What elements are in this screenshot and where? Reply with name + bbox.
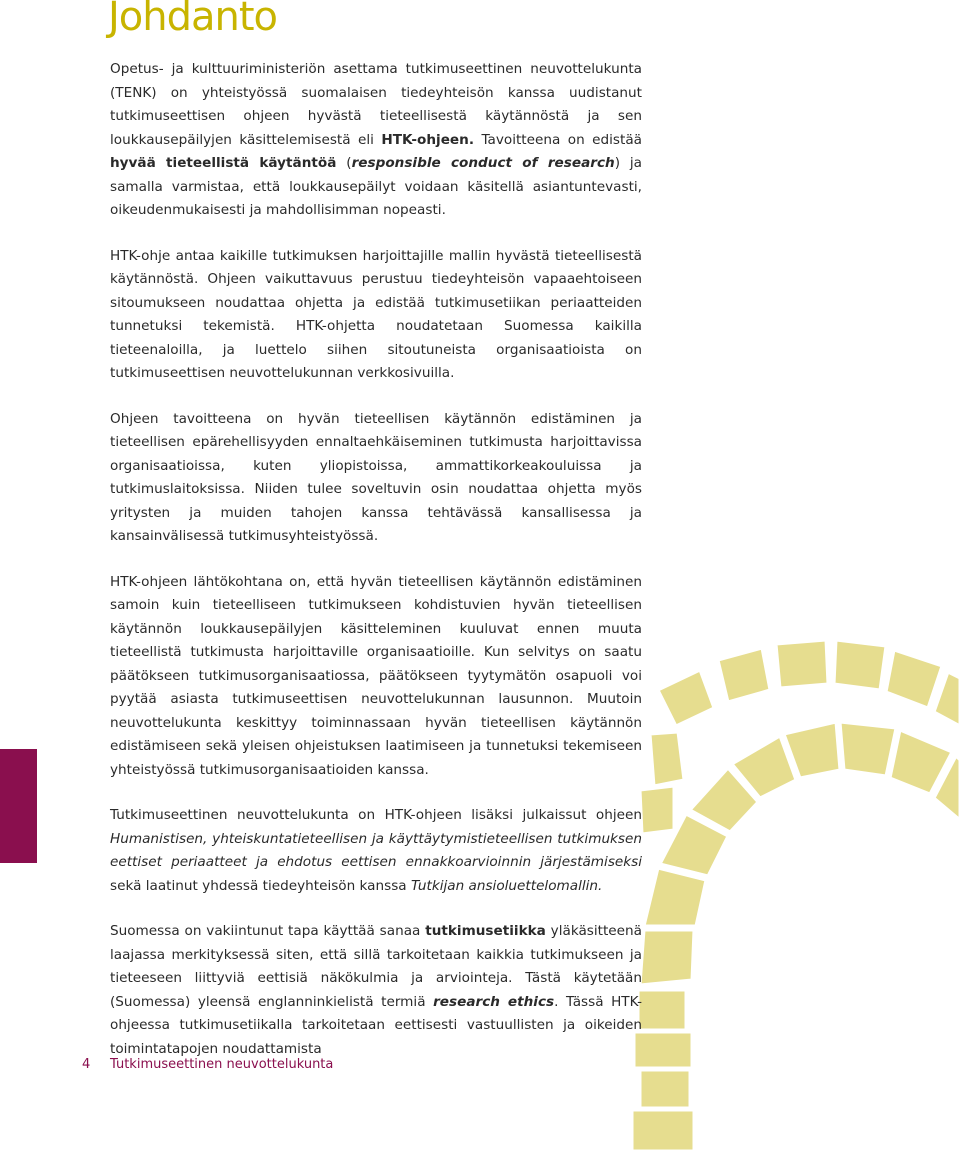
text-run: hyvää tieteellistä käytäntöä [110,155,337,171]
text-run: responsible conduct of research [351,155,615,171]
text-run: HTK-ohje antaa kaikille tutkimuksen harjoittajille mallin hyvästä tieteellisestä käytännöstä. Ohjeen vaikuttavuus perustuu tiedeyhteisön vapaaehtoiseen sitoumukseen noudattaa ohjetta ja edistää tutkimusetiikan periaatteiden tunnetuksi tekemistä. HTK-ohjetta noudatetaan Suomessa kaikilla tieteenaloilla, ja luettelo siihen sitoutuneista organisaatioista on tutkimuseettisen neuvottelukunnan verkkosivuilla. [110,247,642,381]
paragraph [110,920,642,1061]
text-run: Humanistisen, yhteiskuntatieteellisen ja käyttäytymistieteellisen tutkimuksen eettiset periaatteet ja ehdotus eettisen ennakkoarvioinnin järjestämiseksi [110,830,642,870]
page-footer [0,1057,600,1077]
body-text [110,58,642,1061]
text-run: yläkäsitteenä laajassa merkityksessä siten, että sillä tarkoitetaan kaikkia tutkimukseen ja tieteeseen liittyviä eettisiä näkökulmia ja arviointeja. Tästä käytetään (Suomessa) yleensä englanninkielistä termiä [110,923,642,1010]
page-title: Johdanto [108,0,278,40]
text-run: Tutkijan ansioluettelomallin. [410,877,603,894]
footer-title: Tutkimuseettinen neuvottelukunta [110,1057,334,1072]
paragraph [110,58,642,223]
paragraph [110,245,642,386]
text-run: Tavoitteena on edistää [474,131,642,148]
text-run: HTK-ohjeen. [381,131,474,148]
text-run: HTK-ohjeen lähtökohtana on, että hyvän tieteellisen käytännön edistäminen samoin kuin tieteelliseen tutkimukseen kohdistuvien hyvän tieteellisen käytännön loukkausepäilyjen käsitteleminen kuuluvat ennen muuta tieteellistä tutkimusta harjoittaville organisaatioille. Kun selvitys on saatu päätökseen tutkimusorganisaatiossa, päätökseen tyytymätön osapuoli voi pyytää asiasta tutkimuseettisen neuvottelukunnan lausunnon. Muutoin neuvottelukunta keskittyy toiminnassaan hyvän tieteellisen käytännön edistämiseen sekä yleisen ohjeistuksen laatimiseen ja tunnetuksi tekemiseen yhteistyössä tutkimusorganisaatioiden kanssa. [110,573,642,778]
text-run: ( [336,155,352,171]
text-run: tutkimusetiikka [425,923,546,939]
text-run: ) ja samalla varmistaa, että loukkausepäilyt voidaan käsitellä asiantuntevasti, oikeudenmukaisesti ja mahdollisimman nopeasti. [110,155,642,218]
text-run: Tutkimuseettinen neuvottelukunta on HTK-ohjeen lisäksi julkaissut ohjeen [110,807,642,823]
paragraph [110,571,642,783]
text-run: sekä laatinut yhdessä tiedeyhteisön kanssa [110,877,411,894]
text-run: . Tässä HTK-ohjeessa tutkimusetiikalla tarkoitetaan eettisesti vastuullisten ja oikeiden toimintatapojen noudattamista [110,993,642,1057]
text-run: Ohjeen tavoitteena on hyvän tieteellisen käytännön edistäminen ja tieteellisen epärehellisyyden ennaltaehkäiseminen tutkimusta harjoittavissa organisaatioissa, kuten yliopistoissa, ammattikorkeakouluissa ja tutkimuslaitoksissa. Niiden tulee soveltuvin osin noudattaa ohjetta myös yritysten ja muiden tahojen kanssa tehtävässä kansallisessa ja kansainvälisessä tutkimusyhteistyössä. [110,410,642,544]
text-run: Suomessa on vakiintunut tapa käyttää sanaa [110,923,426,939]
paragraph [110,804,642,898]
paragraph [110,408,642,549]
page-number: 4 [82,1057,91,1072]
text-run: Opetus- ja kulttuuriministeriön asettama tutkimuseettinen neuvottelukunta (TENK) on yhteistyössä suomalaisen tiedeyhteisön kanssa uudistanut tutkimuseettisen ohjeen hyvästä tieteellisestä käytännöstä ja sen loukkausepäilyjen käsittelemisestä eli [110,61,642,148]
stone-arch-icon [630,630,960,1151]
accent-side-tab [0,749,37,863]
text-run: research ethics [433,993,555,1010]
